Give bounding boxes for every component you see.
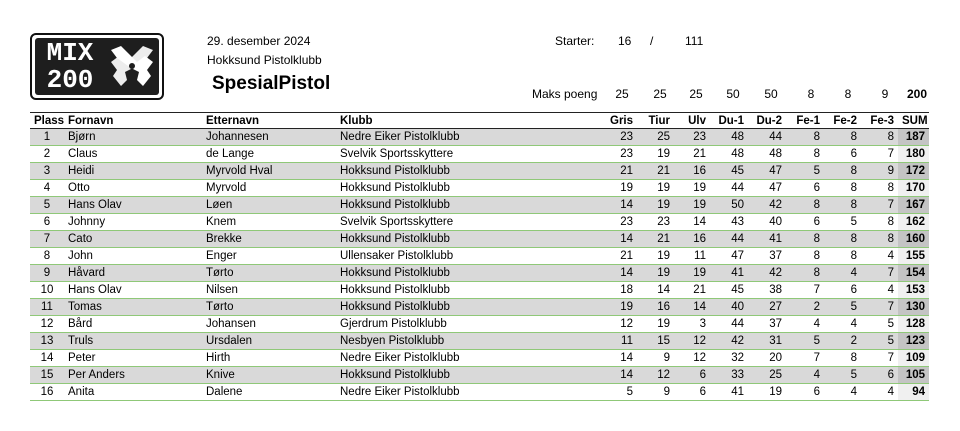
cell-sum: 105 <box>898 367 929 384</box>
cell-etternavn: Løen <box>202 197 336 214</box>
maks-du2: 50 <box>764 87 778 101</box>
cell-etternavn: Myrvold Hval <box>202 163 336 180</box>
cell-fe3: 6 <box>861 367 898 384</box>
cell-du2: 25 <box>748 367 786 384</box>
cell-fornavn: Bård <box>68 318 93 330</box>
cell-fe1: 6 <box>813 182 820 194</box>
cell-du2: 47 <box>769 182 782 194</box>
cell-plass: 13 <box>30 333 64 350</box>
cell-du2: 48 <box>769 148 782 160</box>
maks-fe2: 8 <box>844 87 852 101</box>
cell-etternavn: Dalene <box>206 386 243 398</box>
cell-fe3: 4 <box>887 250 894 262</box>
cell-etternavn: Ursdalen <box>202 333 336 350</box>
cell-fe1: 5 <box>786 333 824 350</box>
cell-ulv: 12 <box>693 352 706 364</box>
cell-fe3: 8 <box>861 129 898 146</box>
cell-etternavn: Knem <box>206 216 237 228</box>
starter-total: 111 <box>685 34 704 48</box>
maks-fe3: 9 <box>881 87 889 101</box>
cell-fe3: 8 <box>887 216 894 228</box>
cell-du2: 40 <box>769 216 782 228</box>
cell-ulv: 16 <box>674 163 710 180</box>
cell-tiur: 21 <box>637 163 674 180</box>
cell-tiur: 19 <box>637 197 674 214</box>
cell-fe1: 8 <box>786 265 824 282</box>
cell-klubb: Hokksund Pistolklubb <box>336 299 606 316</box>
maks-poeng-label: Maks poeng <box>532 87 598 101</box>
cell-fe2: 5 <box>824 299 861 316</box>
cell-fe1: 7 <box>813 352 820 364</box>
cell-du1: 33 <box>710 367 748 384</box>
cell-du1: 44 <box>731 318 744 330</box>
cell-sum: 187 <box>898 129 929 146</box>
page-title: SpesialPistol <box>212 73 331 94</box>
table-row <box>30 333 929 350</box>
cell-etternavn: Myrvold <box>206 182 247 194</box>
col-du1: Du-1 <box>718 114 744 127</box>
cell-fe2: 5 <box>850 216 857 228</box>
cell-klubb: Nesbyen Pistolklubb <box>336 333 606 350</box>
cell-fornavn: Anita <box>68 386 95 398</box>
maks-gris: 25 <box>615 87 629 101</box>
cell-fornavn: Cato <box>64 231 202 248</box>
cell-du1: 48 <box>731 148 744 160</box>
cell-fe3: 9 <box>861 163 898 180</box>
cell-etternavn: Knive <box>202 367 336 384</box>
cell-fe3: 4 <box>887 386 894 398</box>
cell-fe1: 4 <box>813 318 820 330</box>
cell-du1: 44 <box>731 182 744 194</box>
cell-tiur: 25 <box>637 129 674 146</box>
cell-du2: 19 <box>769 386 782 398</box>
cell-tiur: 14 <box>657 284 670 296</box>
cell-fornavn: Heidi <box>64 163 202 180</box>
cell-klubb: Hokksund Pistolklubb <box>336 367 606 384</box>
table-row <box>30 146 929 163</box>
cell-klubb: Hokksund Pistolklubb <box>336 265 606 282</box>
cell-etternavn: Tørto <box>202 265 336 282</box>
cell-gris: 21 <box>620 250 633 262</box>
logo-text <box>35 38 105 97</box>
cell-fe2: 6 <box>850 148 857 160</box>
cell-fe2: 8 <box>850 250 857 262</box>
cell-sum: 123 <box>898 333 929 350</box>
maks-tiur: 25 <box>653 87 667 101</box>
cell-sum: 167 <box>898 197 929 214</box>
cell-du2: 31 <box>748 333 786 350</box>
cell-plass: 2 <box>43 148 51 160</box>
maks-sum: 200 <box>906 87 927 101</box>
logo-background <box>35 38 159 95</box>
cell-sum: 172 <box>898 163 929 180</box>
maks-ulv: 25 <box>689 87 703 101</box>
cell-fe2: 8 <box>824 231 861 248</box>
col-plass: Plass <box>34 114 65 127</box>
cell-klubb: Hokksund Pistolklubb <box>340 284 450 296</box>
cell-fe3: 7 <box>887 148 894 160</box>
cell-gris: 14 <box>606 231 637 248</box>
table-row <box>30 265 929 282</box>
cell-gris: 14 <box>620 352 633 364</box>
table-row <box>30 299 929 316</box>
cell-ulv: 19 <box>674 197 710 214</box>
cell-fornavn: Otto <box>68 182 90 194</box>
cell-gris: 14 <box>606 265 637 282</box>
cell-du1: 41 <box>731 386 744 398</box>
cell-gris: 19 <box>620 182 633 194</box>
cell-gris: 18 <box>620 284 633 296</box>
cell-sum: 130 <box>898 299 929 316</box>
cell-sum: 160 <box>898 231 929 248</box>
col-fe2: Fe-2 <box>833 114 857 127</box>
cell-du1: 42 <box>710 333 748 350</box>
cell-tiur: 9 <box>663 352 670 364</box>
col-klubb: Klubb <box>340 114 373 127</box>
results-table <box>30 112 929 401</box>
cell-fe2: 2 <box>824 333 861 350</box>
cell-fe1: 8 <box>813 250 820 262</box>
cell-gris: 21 <box>606 163 637 180</box>
cell-du2: 37 <box>769 250 782 262</box>
maks-du1: 50 <box>726 87 740 101</box>
table-row <box>30 197 929 214</box>
cell-tiur: 23 <box>657 216 670 228</box>
cell-du2: 42 <box>748 265 786 282</box>
table-row <box>30 129 929 146</box>
starter-separator: / <box>650 34 654 48</box>
table-row <box>30 367 929 384</box>
cell-klubb: Nedre Eiker Pistolklubb <box>336 129 606 146</box>
cell-fe2: 8 <box>850 182 857 194</box>
cell-du1: 32 <box>731 352 744 364</box>
col-du2: Du-2 <box>756 114 782 127</box>
cell-ulv: 23 <box>674 129 710 146</box>
cell-du2: 38 <box>769 284 782 296</box>
cell-fe3: 7 <box>861 299 898 316</box>
cell-fe3: 8 <box>887 182 894 194</box>
cell-klubb: Nedre Eiker Pistolklubb <box>340 352 460 364</box>
cell-fe2: 5 <box>824 367 861 384</box>
cell-gris: 19 <box>606 299 637 316</box>
cell-plass: 9 <box>30 265 64 282</box>
cell-klubb: Hokksund Pistolklubb <box>336 197 606 214</box>
table-row <box>30 350 929 367</box>
cell-fe1: 8 <box>813 148 820 160</box>
cell-gris: 23 <box>620 148 633 160</box>
logo-line-2: 200 <box>46 65 94 95</box>
col-gris: Gris <box>610 114 634 127</box>
cell-fe2: 6 <box>850 284 857 296</box>
cell-plass: 4 <box>43 182 51 194</box>
cell-sum: 94 <box>898 384 929 401</box>
table-row <box>30 231 929 248</box>
col-sum: SUM <box>902 114 928 127</box>
cell-du2: 27 <box>748 299 786 316</box>
cell-gris: 14 <box>606 197 637 214</box>
cell-gris: 23 <box>606 129 637 146</box>
cell-fe1: 8 <box>786 129 824 146</box>
cell-fe1: 4 <box>786 367 824 384</box>
cell-ulv: 21 <box>693 284 706 296</box>
cell-fornavn: Truls <box>64 333 202 350</box>
cell-du2: 20 <box>769 352 782 364</box>
cell-fornavn: Peter <box>68 352 96 364</box>
cell-du1: 48 <box>710 129 748 146</box>
col-tiur: Tiur <box>648 114 670 127</box>
cell-fe3: 5 <box>887 318 894 330</box>
cell-klubb: Hokksund Pistolklubb <box>340 182 450 194</box>
mix200-logo <box>30 33 164 100</box>
cell-plass: 3 <box>30 163 64 180</box>
col-fe3: Fe-3 <box>870 114 894 127</box>
cell-ulv: 19 <box>693 182 706 194</box>
cell-fe3: 7 <box>861 197 898 214</box>
cell-plass: 6 <box>43 216 51 228</box>
cell-fornavn: Johnny <box>68 216 106 228</box>
crossed-pistols-icon <box>107 42 157 92</box>
cell-ulv: 6 <box>674 367 710 384</box>
cell-plass: 14 <box>40 352 54 364</box>
cell-plass: 12 <box>40 318 54 330</box>
cell-ulv: 19 <box>674 265 710 282</box>
cell-ulv: 16 <box>674 231 710 248</box>
table-row <box>30 384 929 401</box>
cell-klubb: Hokksund Pistolklubb <box>336 231 606 248</box>
cell-tiur: 19 <box>657 250 670 262</box>
cell-du1: 43 <box>731 216 744 228</box>
cell-sum: 154 <box>898 265 929 282</box>
cell-du1: 45 <box>731 284 744 296</box>
cell-du1: 47 <box>731 250 744 262</box>
cell-tiur: 16 <box>637 299 674 316</box>
cell-gris: 14 <box>606 367 637 384</box>
cell-du2: 47 <box>748 163 786 180</box>
cell-fornavn: Hans Olav <box>68 284 122 296</box>
cell-fornavn: John <box>68 250 93 262</box>
cell-du2: 37 <box>769 318 782 330</box>
cell-fe3: 4 <box>887 284 894 296</box>
cell-fe1: 6 <box>813 216 820 228</box>
cell-du1: 45 <box>710 163 748 180</box>
table-row <box>30 163 929 180</box>
cell-fe1: 5 <box>786 163 824 180</box>
cell-fe2: 4 <box>824 265 861 282</box>
cell-du1: 50 <box>710 197 748 214</box>
cell-du1: 40 <box>710 299 748 316</box>
cell-ulv: 3 <box>699 318 706 330</box>
cell-sum: 128 <box>898 316 929 333</box>
event-date: 29. desember 2024 <box>207 34 311 48</box>
cell-fornavn: Per Anders <box>64 367 202 384</box>
cell-ulv: 14 <box>674 299 710 316</box>
table-row <box>30 282 929 299</box>
cell-fe2: 8 <box>824 129 861 146</box>
cell-plass: 11 <box>30 299 64 316</box>
cell-etternavn: Enger <box>206 250 237 262</box>
cell-fornavn: Håvard <box>64 265 202 282</box>
cell-plass: 7 <box>30 231 64 248</box>
cell-plass: 1 <box>30 129 64 146</box>
cell-tiur: 9 <box>663 386 670 398</box>
cell-fe1: 6 <box>813 386 820 398</box>
cell-etternavn: Johansen <box>206 318 256 330</box>
cell-gris: 5 <box>626 386 633 398</box>
table-row <box>30 316 929 333</box>
cell-tiur: 19 <box>657 318 670 330</box>
cell-ulv: 12 <box>674 333 710 350</box>
cell-klubb: Ullensaker Pistolklubb <box>340 250 454 262</box>
cell-etternavn: Tørto <box>202 299 336 316</box>
cell-fornavn: Bjørn <box>64 129 202 146</box>
col-fe1: Fe-1 <box>796 114 820 127</box>
maks-fe1: 8 <box>807 87 815 101</box>
cell-fe1: 2 <box>786 299 824 316</box>
cell-etternavn: de Lange <box>206 148 254 160</box>
cell-fe3: 8 <box>861 231 898 248</box>
cell-klubb: Hokksund Pistolklubb <box>336 163 606 180</box>
starter-label: Starter: <box>555 34 595 48</box>
cell-ulv: 6 <box>699 386 706 398</box>
cell-ulv: 11 <box>694 250 706 262</box>
cell-klubb: Svelvik Sportsskyttere <box>340 216 454 228</box>
cell-fe1: 8 <box>786 197 824 214</box>
host-club: Hokksund Pistolklubb <box>207 53 322 67</box>
cell-plass: 5 <box>30 197 64 214</box>
cell-fe2: 4 <box>850 318 857 330</box>
cell-tiur: 19 <box>657 182 670 194</box>
cell-fornavn: Hans Olav <box>64 197 202 214</box>
cell-plass: 15 <box>30 367 64 384</box>
cell-sum: 180 <box>898 146 929 163</box>
cell-plass: 10 <box>40 284 54 296</box>
cell-du1: 44 <box>710 231 748 248</box>
cell-fe2: 8 <box>850 352 857 364</box>
col-fornavn: Fornavn <box>68 114 114 127</box>
cell-sum: 162 <box>898 214 929 231</box>
cell-ulv: 21 <box>693 148 706 160</box>
cell-du2: 41 <box>748 231 786 248</box>
cell-fe3: 7 <box>861 265 898 282</box>
cell-tiur: 19 <box>637 265 674 282</box>
cell-fe2: 4 <box>850 386 857 398</box>
cell-sum: 109 <box>898 350 929 367</box>
cell-etternavn: Hirth <box>206 352 231 364</box>
table-row <box>30 180 929 197</box>
cell-klubb: Nedre Eiker Pistolklubb <box>340 386 460 398</box>
cell-fe3: 5 <box>861 333 898 350</box>
col-ulv: Ulv <box>688 114 706 127</box>
cell-tiur: 15 <box>637 333 674 350</box>
cell-gris: 23 <box>620 216 633 228</box>
cell-etternavn: Johannesen <box>202 129 336 146</box>
cell-du2: 42 <box>748 197 786 214</box>
logo-line-1: MIX <box>46 38 94 68</box>
cell-tiur: 21 <box>637 231 674 248</box>
cell-fe3: 7 <box>887 352 894 364</box>
cell-gris: 11 <box>606 333 637 350</box>
cell-fornavn: Claus <box>68 148 98 160</box>
col-etternavn: Etternavn <box>206 114 260 127</box>
cell-tiur: 12 <box>637 367 674 384</box>
cell-klubb: Gjerdrum Pistolklubb <box>340 318 447 330</box>
cell-fornavn: Tomas <box>64 299 202 316</box>
table-row <box>30 248 929 265</box>
cell-fe2: 8 <box>824 197 861 214</box>
cell-plass: 16 <box>40 386 54 398</box>
cell-fe1: 7 <box>813 284 820 296</box>
cell-tiur: 19 <box>657 148 670 160</box>
cell-fe2: 8 <box>824 163 861 180</box>
cell-gris: 12 <box>620 318 633 330</box>
header-row <box>30 113 929 129</box>
table-row <box>30 214 929 231</box>
cell-etternavn: Brekke <box>202 231 336 248</box>
starter-current: 16 <box>618 34 632 48</box>
cell-klubb: Svelvik Sportsskyttere <box>340 148 454 160</box>
cell-sum: 170 <box>898 180 929 197</box>
cell-sum: 155 <box>898 248 929 265</box>
cell-etternavn: Nilsen <box>206 284 238 296</box>
cell-sum: 153 <box>898 282 929 299</box>
cell-du2: 44 <box>748 129 786 146</box>
cell-du1: 41 <box>710 265 748 282</box>
cell-fe1: 8 <box>786 231 824 248</box>
cell-ulv: 14 <box>693 216 706 228</box>
cell-plass: 8 <box>43 250 51 262</box>
